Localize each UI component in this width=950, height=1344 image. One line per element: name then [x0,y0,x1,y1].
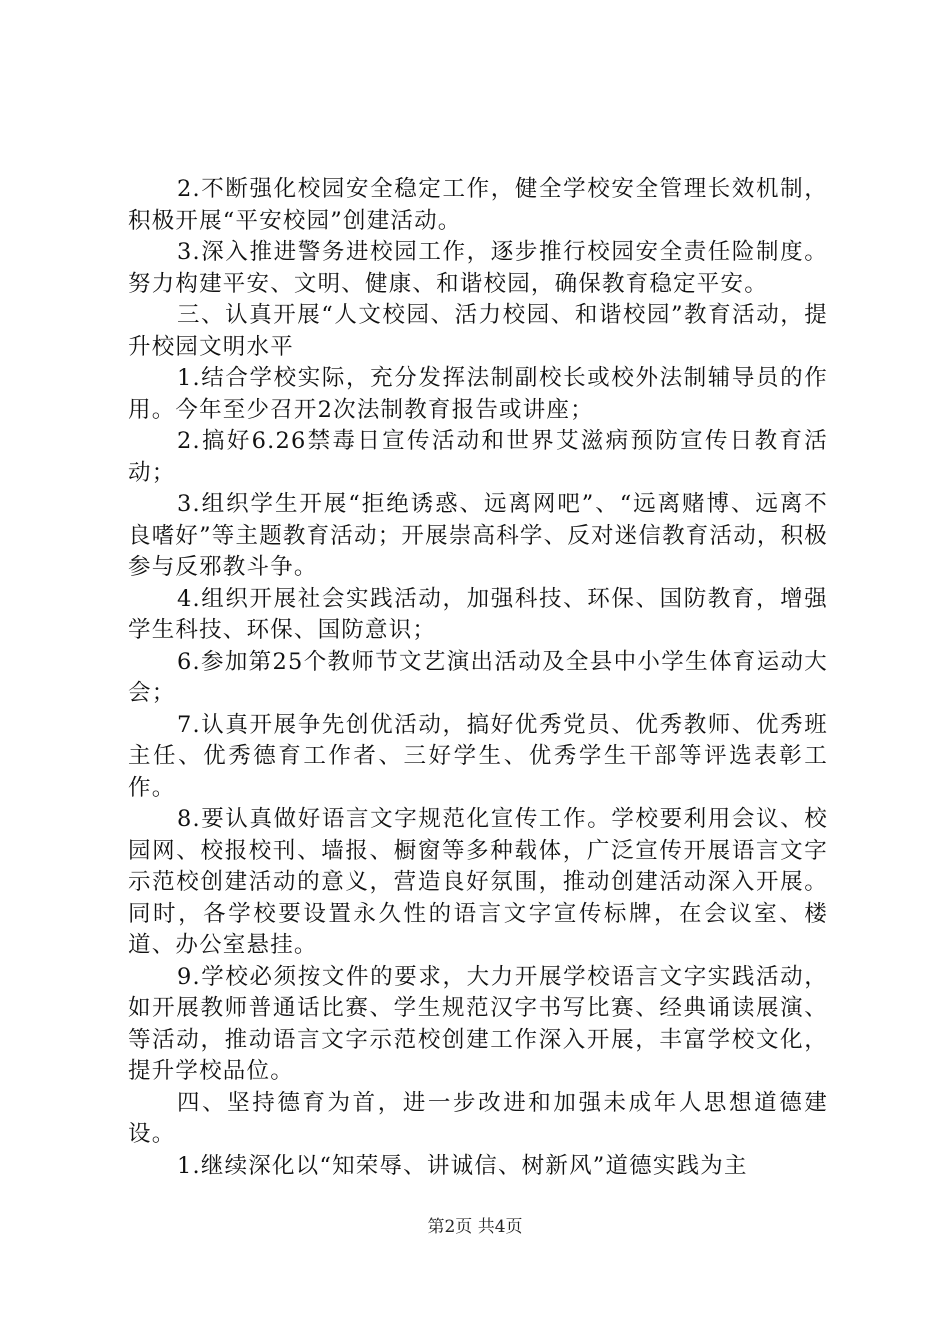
document-body [128,174,828,1182]
paragraph: 9.学校必须按文件的要求，大力开展学校语言文字实践活动，如开展教师普通话比赛、学生规范汉字书写比赛、经典诵读展演、等活动，推动语言文字示范校创建工作深入开展，丰富学校文化，提升学校品位。 [128,963,828,1084]
page-number-footer: 第2页 共4页 [427,1217,523,1237]
section-heading: 四、坚持德育为首，进一步改进和加强未成年人思想道德建设。 [128,1089,828,1147]
section-heading: 三、认真开展“人文校园、活力校园、和谐校园”教育活动，提升校园文明水平 [128,302,828,360]
paragraph: 7.认真开展争先创优活动，搞好优秀党员、优秀教师、优秀班主任、优秀德育工作者、三好学生、优秀学生干部等评选表彰工作。 [128,711,828,801]
paragraph: 6.参加第25个教师节文艺演出活动及全县中小学生体育运动大会； [128,648,828,706]
paragraph: 3.组织学生开展“拒绝诱惑、远离网吧”、“远离赌博、远离不良嗜好”等主题教育活动；开展崇高科学、反对迷信教育活动，积极参与反邪教斗争。 [128,491,829,580]
paragraph: 4.组织开展社会实践活动，加强科技、环保、国防教育，增强学生科技、环保、国防意识； [128,585,828,643]
paragraph: 2.不断强化校园安全稳定工作，健全学校安全管理长效机制，积极开展“平安校园”创建活动。 [128,176,828,234]
paragraph: 2.搞好6.26禁毒日宣传活动和世界艾滋病预防宣传日教育活动； [128,428,828,486]
paragraph: 3.深入推进警务进校园工作，逐步推行校园安全责任险制度。努力构建平安、文明、健康、和谐校园，确保教育稳定平安。 [128,239,828,297]
paragraph: 8.要认真做好语言文字规范化宣传工作。学校要利用会议、校园网、校报校刊、墙报、橱窗等多种载体，广泛宣传开展语言文字示范校创建活动的意义，营造良好氛围，推动创建活动深入开展。同时，各学校要设置永久性的语言文字宣传标牌，在会议室、楼道、办公室悬挂。 [128,806,828,958]
paragraph: 1.结合学校实际，充分发挥法制副校长或校外法制辅导员的作用。今年至少召开2次法制教育报告或讲座； [128,365,828,423]
paragraph: 1.继续深化以“知荣辱、讲诚信、树新风”道德实践为主 [177,1152,748,1179]
